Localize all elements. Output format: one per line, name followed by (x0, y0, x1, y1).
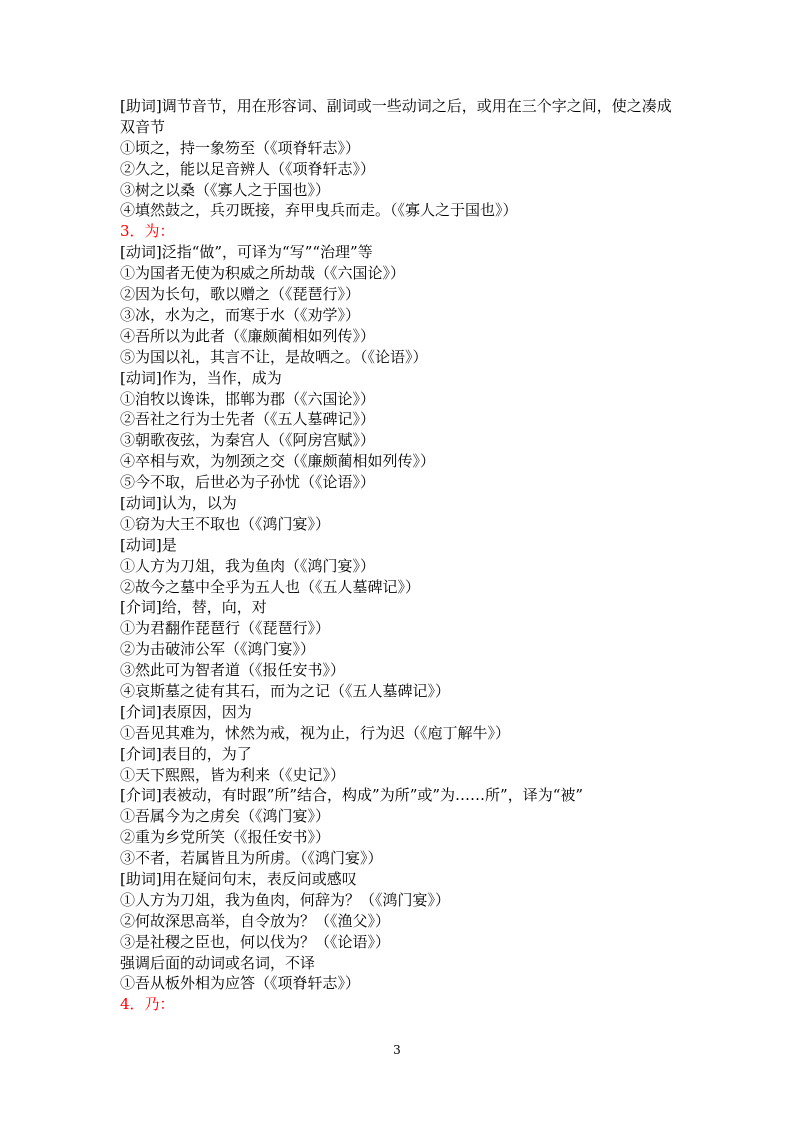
text-line: ①为君翻作琵琶行（《琵琶行》） (120, 619, 331, 638)
text-line: [介词]表原因，因为 (120, 702, 252, 721)
text-line: ①吾属今为之虏矣（《鸿门宴》） (120, 807, 331, 826)
text-line: ①天下熙熙，皆为利来（《史记》） (120, 765, 346, 784)
text-line: [动词]泛指“做”，可译为“写”“治理”等 (120, 243, 373, 262)
text-line: ③是社稷之臣也，何以伐为？（《论语》） (120, 932, 391, 951)
text-line: [动词]作为，当作，成为 (120, 368, 282, 387)
text-line: [介词]表目的，为了 (120, 744, 252, 763)
text-line: ③冰，水为之，而寒于水（《劝学》） (120, 305, 361, 324)
text-line: ③不者，若属皆且为所虏。（《鸿门宴》） (120, 849, 383, 868)
document-body (120, 96, 680, 1015)
text-line: ③然此可为智者道（《报任安书》） (120, 661, 346, 680)
section-heading: 4．乃： (120, 995, 175, 1014)
text-line: [动词]认为，以为 (120, 493, 237, 512)
text-line: [助词]调节音节，用在形容词、副词或一些动词之后，或用在三个字之间，使之凑成双音节 (120, 97, 672, 136)
text-line: ⑤今不取，后世必为子孙忧（《论语》） (120, 473, 376, 492)
text-line: ②吾社之行为士先者（《五人墓碑记》） (120, 410, 376, 429)
text-line: ④卒相与欢，为刎颈之交（《廉颇蔺相如列传》） (120, 452, 436, 471)
text-line: ③树之以桑（《寡人之于国也》） (120, 180, 331, 199)
text-line: ②因为长句，歌以赠之（《琵琶行》） (120, 285, 361, 304)
text-line: ⑤为国以礼，其言不让，是故哂之。（《论语》） (120, 347, 428, 366)
text-line: ①人方为刀俎，我为鱼肉（《鸿门宴》） (120, 556, 376, 575)
text-line: ①吾从板外相为应答（《项脊轩志》） (120, 974, 361, 993)
page-number: 3 (393, 1043, 401, 1057)
text-line: [助词]用在疑问句末，表反问或感叹 (120, 869, 357, 888)
text-line: ①为国者无使为积威之所劫哉（《六国论》） (120, 264, 406, 283)
text-line: ①人方为刀俎，我为鱼肉，何辞为？（《鸿门宴》） (120, 890, 451, 909)
text-line: [介词]给，替，向，对 (120, 598, 267, 617)
text-line: ④哀斯墓之徒有其石，而为之记（《五人墓碑记》） (120, 681, 451, 700)
text-line: ③朝歌夜弦，为秦宫人（《阿房宫赋》） (120, 431, 376, 450)
text-line: ①洎牧以谗诛，邯郸为郡（《六国论》） (120, 389, 376, 408)
text-line: ②何故深思高举，自令放为？（《渔父》） (120, 911, 391, 930)
text-line: ①顷之，持一象笏至（《项脊轩志》） (120, 138, 361, 157)
text-line: ①窃为大王不取也（《鸿门宴》） (120, 514, 331, 533)
text-line: ①吾见其难为，怵然为戒，视为止，行为迟（《庖丁解牛》） (120, 723, 511, 742)
text-line: ②为击破沛公军（《鸿门宴》） (120, 640, 316, 659)
text-line: [动词]是 (120, 535, 177, 554)
text-line: ②重为乡党所笑（《报任安书》） (120, 828, 331, 847)
text-line: [介词]表被动，有时跟”所”结合，构成”为所”或”为……所”，译为“被” (120, 786, 584, 805)
section-heading: 3．为： (120, 222, 175, 241)
text-line: ②久之，能以足音辨人（《项脊轩志》） (120, 159, 376, 178)
text-line: ④吾所以为此者（《廉颇蔺相如列传》） (120, 326, 376, 345)
text-line: ②故今之墓中全乎为五人也（《五人墓碑记》） (120, 577, 421, 596)
text-line: ④填然鼓之，兵刃既接，弃甲曳兵而走。（《寡人之于国也》） (120, 201, 518, 220)
text-line: 强调后面的动词或名词，不译 (120, 953, 316, 972)
